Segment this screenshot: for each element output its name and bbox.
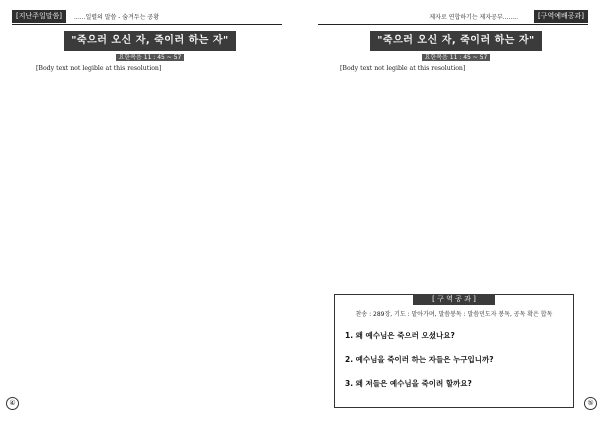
right-body-text [334, 65, 572, 289]
study-box-title: [ 구 역 공 과 ] [413, 294, 495, 305]
right-paragraph: [Body text not legible at this resolution] [340, 65, 466, 72]
left-header-bar [12, 10, 282, 25]
right-header-bar [318, 10, 588, 25]
right-scripture-label: 요한복음 11 : 45 ~ 57 [422, 54, 491, 61]
left-header-subtitle: ......일렬의 말씀 - 숨겨두는 공황 [74, 14, 159, 21]
left-scripture-reference [64, 53, 236, 63]
study-hymn-line: 찬송 : 289장, 기도 : 맡아가며, 말씀봉독 : 말씀민도자 봉독, 공독 확은 합독 [355, 311, 553, 318]
right-header-subtitle: 제자로 연합하기는 제자공부........ [429, 14, 518, 21]
left-paragraph: [Body text not legible at this resolution] [36, 65, 162, 72]
left-page-number: ④ [6, 397, 19, 410]
right-header-badge: [구역예배공과] [534, 10, 588, 23]
right-page [300, 0, 600, 424]
study-question-2: 2. 예수님을 죽이러 하는 자들은 누구입니까? [345, 355, 494, 364]
right-sermon-title: "죽으러 오신 자, 죽이러 하는 자" [370, 31, 542, 51]
left-scripture-label: 요한복음 11 : 45 ~ 57 [116, 54, 185, 61]
right-scripture-reference [370, 53, 542, 63]
study-questions-box [334, 294, 574, 408]
right-page-number: ⑤ [584, 397, 597, 410]
study-question-3: 3. 왜 저들은 예수님을 죽이려 할까요? [345, 379, 472, 388]
left-sermon-title: "죽으러 오신 자, 죽이러 하는 자" [64, 31, 236, 51]
study-question-1: 1. 왜 예수님은 죽으러 오셨나요? [345, 331, 455, 340]
left-body-text [30, 65, 268, 385]
left-header-badge: [지난주일말씀] [12, 10, 66, 23]
